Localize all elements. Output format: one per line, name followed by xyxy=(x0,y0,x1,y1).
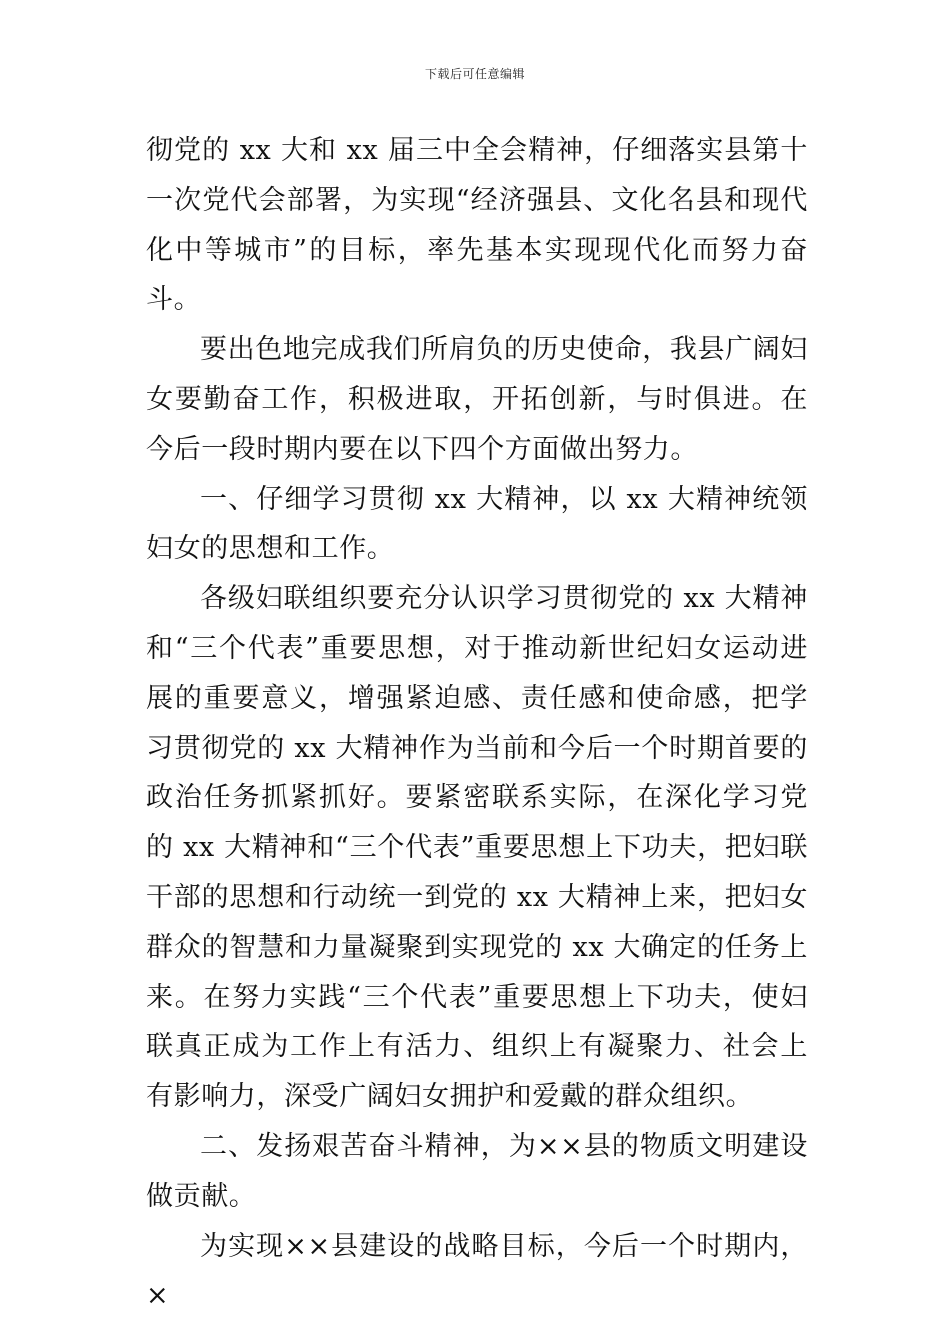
section-heading-1: 一、仔细学习贯彻 xx 大精神，以 xx 大精神统领妇女的思想和工作。 xyxy=(146,483,808,565)
paragraph-mission: 要出色地完成我们所肩负的历史使命，我县广阔妇女要勤奋工作，积极进取，开拓创新，与时俱进。在今后一段时期内要在以下四个方面做出努力。 xyxy=(146,334,808,465)
paragraph-continuation: 彻党的 xx 大和 xx 届三中全会精神，仔细落实县第十一次党代会部署，为实现“经济强县、文化名县和现代化中等城市”的目标，率先基本实现现代化而努力奋斗。 xyxy=(146,135,808,316)
section-heading-2: 二、发扬艰苦奋斗精神，为××县的物质文明建设做贡献。 xyxy=(146,1130,808,1212)
paragraph-study: 各级妇联组织要充分认识学习贯彻党的 xx 大精神和“三个代表”重要思想，对于推动新世纪妇女运动进展的重要意义，增强紧迫感、责任感和使命感，把学习贯彻党的 xx 大精神作为当前和今后一个时期首要的政治任务抓紧抓好。要紧密联系实际，在深化学习党的 xx 大精神和“三个代表”重要思想上下功夫，把妇联干部的思想和行动统一到党的 xx 大精神上来，把妇女群众的智慧和力量凝聚到实现党的 xx 大确定的任务上来。在努力实践“三个代表”重要思想上下功夫，使妇联真正成为工作上有活力、组织上有凝聚力、社会上有影响力，深受广阔妇女拥护和爱戴的群众组织。 xyxy=(146,583,808,1113)
paragraph-strategy: 为实现××县建设的战略目标，今后一个时期内，× xyxy=(146,1230,808,1312)
page-header: 下载后可任意编辑 xyxy=(424,67,525,81)
document-body xyxy=(146,126,808,1321)
